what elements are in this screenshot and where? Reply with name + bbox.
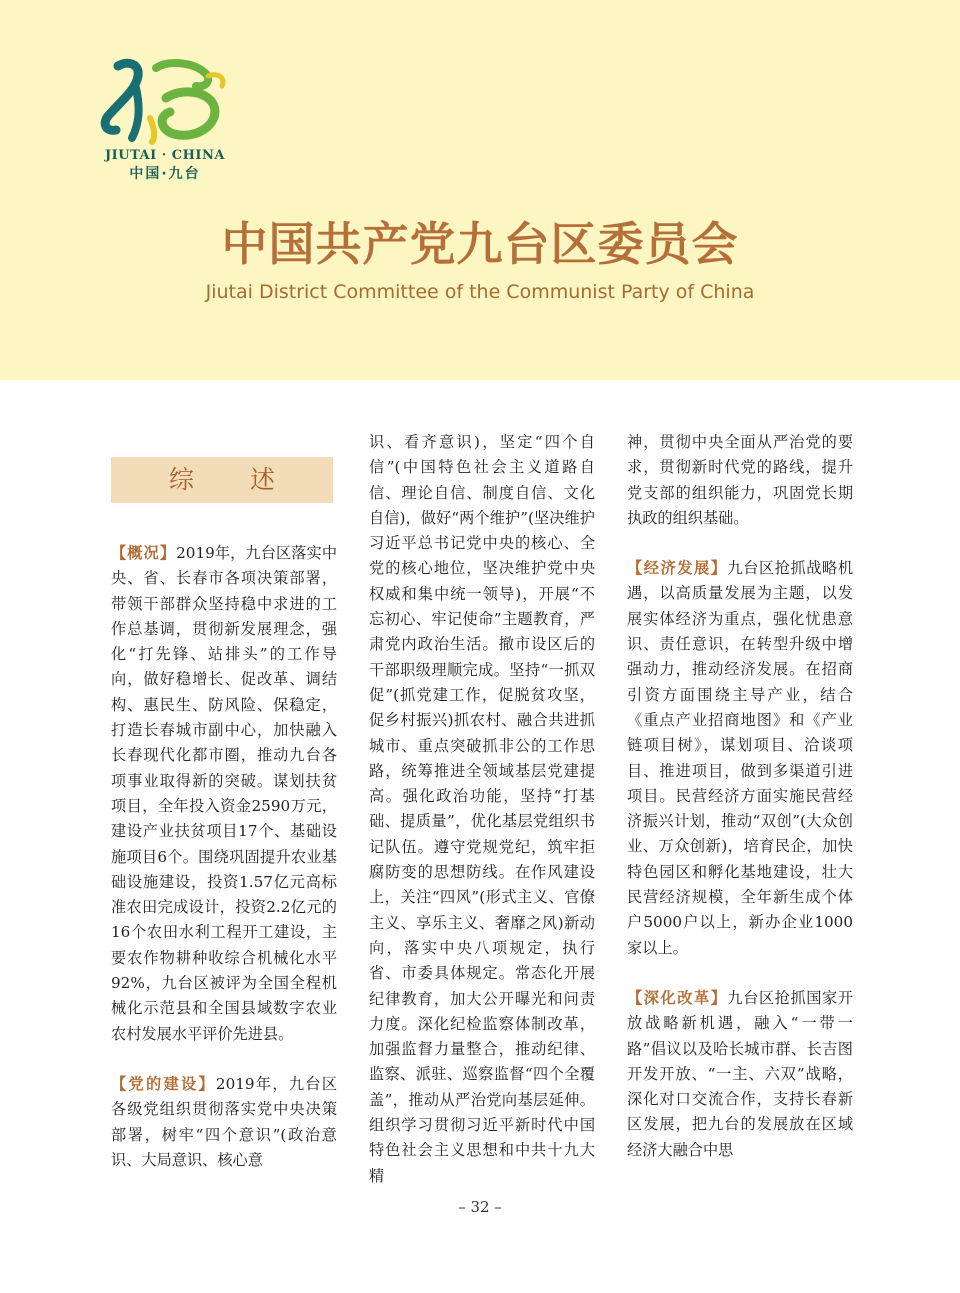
- overview-tag: 【概况】: [111, 544, 177, 562]
- logo-chinese-text: 中国·九台: [129, 166, 201, 182]
- reform-text: 九台区抢抓国家开放战略新机遇，融入“一带一路”倡议以及哈长城市群、长吉图开发开放、“一主、六双”战略，深化对口交流合作，支持长春新区发展，把九台的发展放在区域经济大融合中思: [627, 988, 854, 1159]
- text-column-1: [111, 430, 337, 1173]
- logo-english-text: JIUTAI · CHINA: [105, 148, 225, 163]
- economy-text: 九台区抢抓战略机遇，以高质量发展为主题，以发展实体经济为重点，强化忧患意识、责任意识，在转型升级中增强动力，推动经济发展。在招商引资方面围绕主导产业，结合《重点产业招商地图》和《产业链项目树》，谋划项目、洽谈项目、推进项目，做到多渠道引进项目。民营经济方面实施民营经济振兴计划，推动“双创”(大众创业、万众创新)，培育民企，加快特色园区和孵化基地建设，壮大民营经济规模，全年新生成个体户5000户以上，新办企业1000家以上。: [627, 559, 854, 957]
- party-building-text: 2019年，九台区各级党组织贯彻落实党中央决策部署，树牢“四个意识”(政治意识、大局意识、核心意: [111, 1074, 338, 1169]
- paragraph-economy: [627, 556, 853, 961]
- party-building-tag: 【党的建设】: [111, 1074, 216, 1093]
- page-title-english: Jiutai District Committee of the Communist Party of China: [205, 281, 755, 303]
- page-number: – 32 –: [458, 1198, 502, 1216]
- text-column-2: [369, 430, 595, 1189]
- section-heading: 综 述: [169, 465, 299, 495]
- header-banner: [0, 0, 960, 380]
- page-title-chinese: 中国共产党九台区委员会: [221, 217, 739, 271]
- paragraph-party-building: [111, 1072, 337, 1173]
- economy-tag: 【经济发展】: [627, 559, 728, 578]
- paragraph-overview: [111, 541, 337, 1047]
- jiutai-logo: [96, 58, 236, 183]
- paragraph-party-building-end: 神，贯彻中央全面从严治党的要求，贯彻新时代党的路线，提升党支部的组织能力，巩固党长期执政的组织基础。: [627, 433, 853, 527]
- reform-tag: 【深化改革】: [627, 988, 728, 1007]
- logo-mark-icon: [96, 58, 236, 146]
- overview-text: 2019年，九台区落实中央、省、长春市各项决策部署，带领干部群众坚持稳中求进的工作总基调，贯彻新发展理念，强化“打先锋、站排头”的工作导向，做好稳增长、促改革、调结构、惠民生、防风险、保稳定，打造长春城市副中心，加快融入长春现代化都市圈，推动九台各项事业取得新的突破。谋划扶贫项目，全年投入资金2590万元，建设产业扶贫项目17个、基础设施项目6个。围绕巩固提升农业基础设施建设，投资1.57亿元高标准农田完成设计，投资2.2亿元的16个农田水利工程开工建设，主要农作物耕种收综合机械化水平92%，九台区被评为全国全程机械化示范县和全国县域数字农业农村发展水平评价先进县。: [111, 544, 338, 1043]
- section-heading-box: [111, 457, 333, 503]
- paragraph-party-building-cont: 识、看齐意识)，坚定“四个自信”(中国特色社会主义道路自信、理论自信、制度自信、文化自信)，做好“两个维护”(坚决维护习近平总书记党中央的核心、全党的核心地位，坚决维护党中央权威和集中统一领导)，开展“不忘初心、牢记使命”主题教育，严肃党内政治生活。撤市设区后的干部职级理顺完成。坚持“一抓双促”(抓党建工作，促脱贫攻坚，促乡村振兴)抓农村、融合共进抓城市、重点突破抓非公的工作思路，统筹推进全领域基层党建提高。强化政治功能，坚持“打基础、提质量”，优化基层党组织书记队伍。遵守党规党纪，筑牢拒腐防变的思想防线。在作风建设上，关注“四风”(形式主义、官僚主义、享乐主义、奢靡之风)新动向，落实中央八项规定，执行省、市委具体规定。常态化开展纪律教育，加大公开曝光和问责力度。深化纪检监察体制改革，加强监督力量整合，推动纪律、监察、派驻、巡察监督“四个全覆盖”，推动从严治党向基层延伸。组织学习贯彻习近平新时代中国特色社会主义思想和中共十九大精: [369, 433, 595, 1185]
- paragraph-reform: [627, 986, 853, 1163]
- text-column-3: [627, 430, 853, 1163]
